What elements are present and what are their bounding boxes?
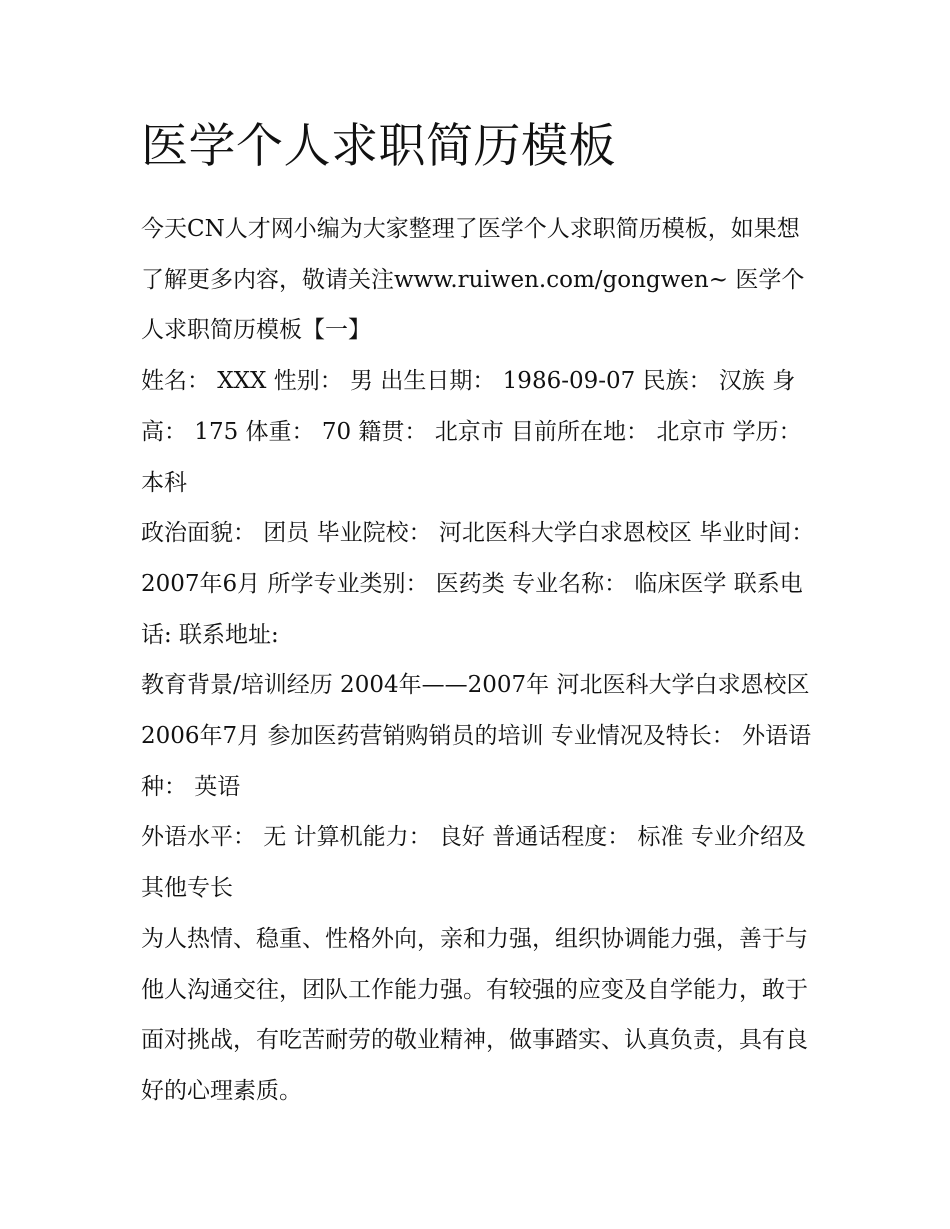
personal-info-paragraph: 姓名： XXX 性别： 男 出生日期： 1986-09-07 民族： 汉族 身高： 175 体重： 70 籍贯： 北京市 目前所在地： 北京市 学历： 本科 xyxy=(141,368,802,496)
document-title: 医学个人求职简历模板 xyxy=(141,119,616,174)
intro-paragraph: 今天CN人才网小编为大家整理了医学个人求职简历模板，如果想了解更多内容，敬请关注www.ruiwen.com/gongwen~ 医学个人求职简历模板【一】 xyxy=(141,216,805,344)
self-evaluation-paragraph: 为人热情、稳重、性格外向，亲和力强，组织协调能力强，善于与他人沟通交往，团队工作能力强。有较强的应变及自学能力，敢于面对挑战，有吃苦耐劳的敬业精神，做事踏实、认真负责，具有良好的心理素质。 xyxy=(141,925,808,1104)
education-info-paragraph: 政治面貌： 团员 毕业院校： 河北医科大学白求恩校区 毕业时间： 2007年6月 所学专业类别： 医药类 专业名称： 临床医学 联系电话: 联系地址: xyxy=(141,520,815,648)
skills-paragraph: 外语水平： 无 计算机能力： 良好 普通话程度： 标准 专业介绍及其他专长 xyxy=(141,824,806,902)
document-body xyxy=(141,112,821,1117)
training-history-paragraph: 教育背景/培训经历 2004年——2007年 河北医科大学白求恩校区 2006年7月 参加医药营销购销员的培训 专业情况及特长： 外语语种： 英语 xyxy=(141,672,812,800)
